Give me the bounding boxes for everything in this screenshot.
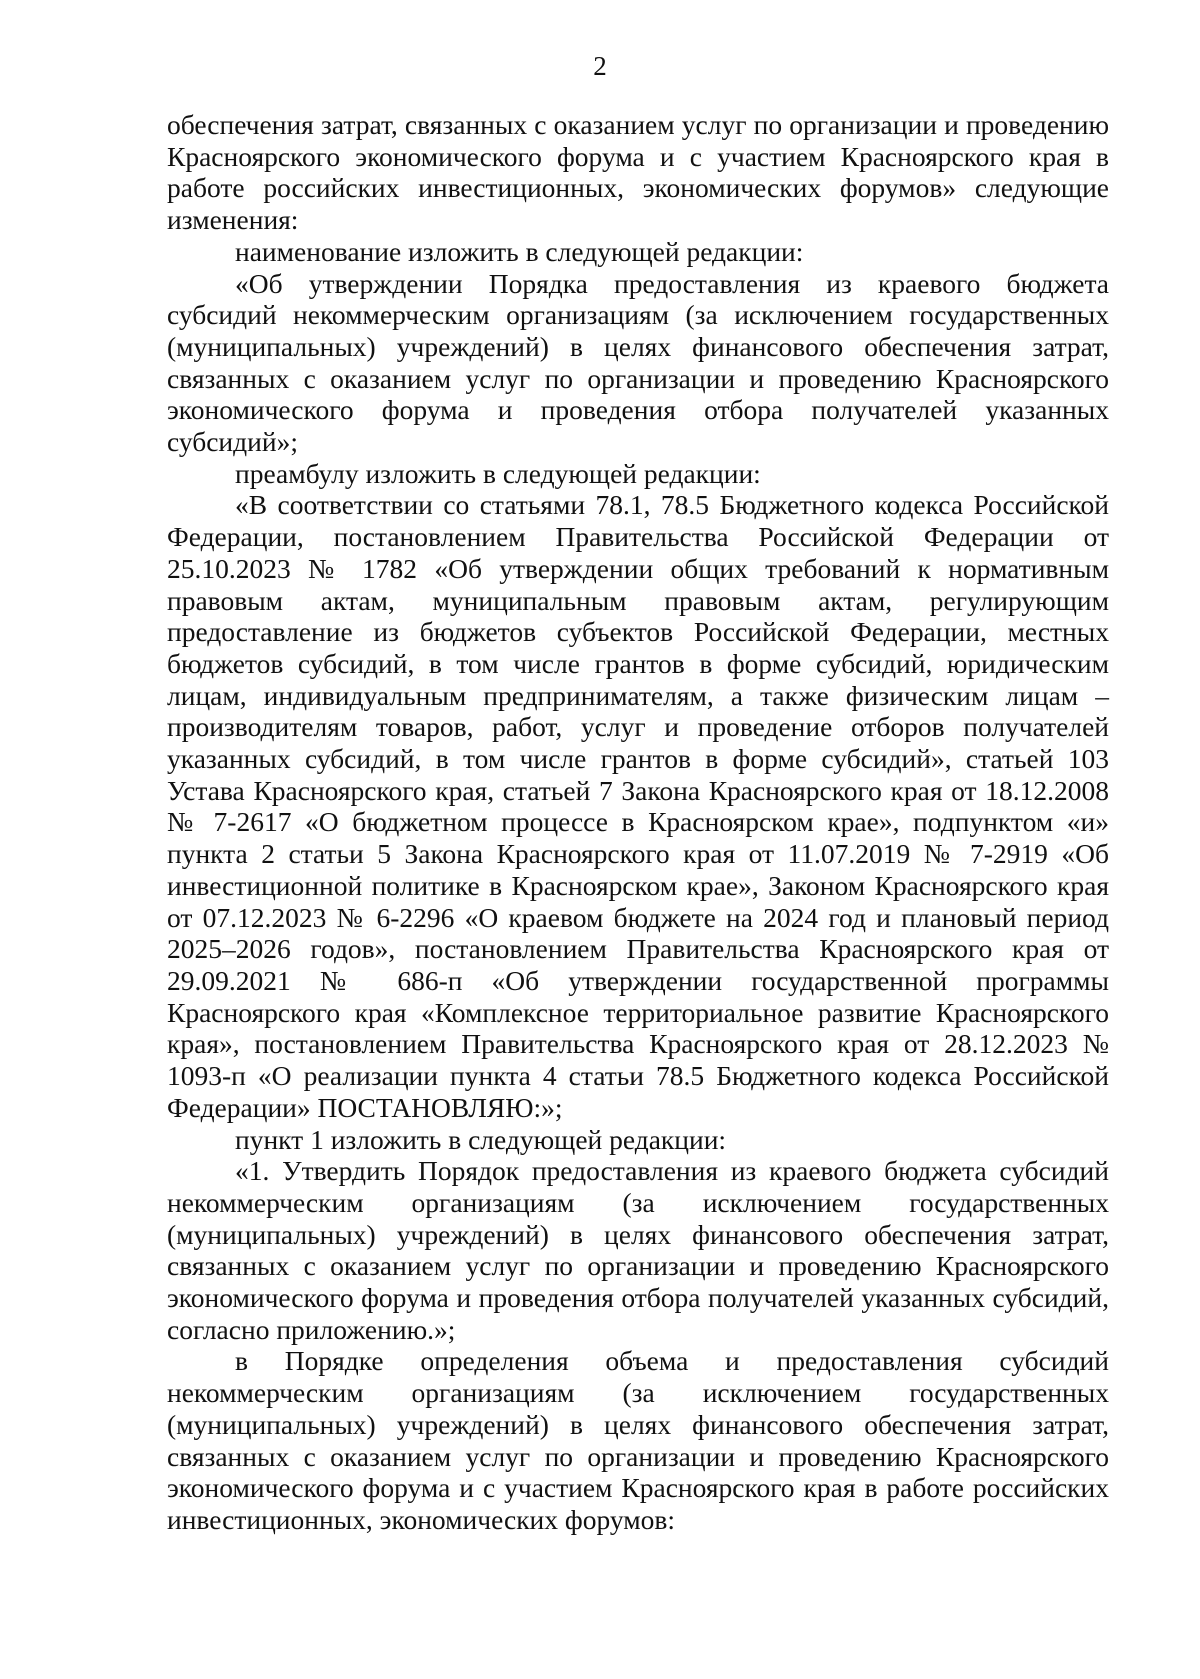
paragraph-new-point1: «1. Утвердить Порядок предоставления из краевого бюджета субсидий некоммерческим организациям (за исключением государственных (муниципальных) учреждений) в целях финансового обеспечения затрат, связанных с оказанием услуг по организации и проведению Красноярского экономического форума и проведения отбора получателей указанных субсидий, согласно приложению.»; xyxy=(167,1155,1109,1345)
paragraph-continuation: обеспечения затрат, связанных с оказанием услуг по организации и проведению Красноярского экономического форума и с участием Красноярского края в работе российских инвестиционных, экономических форумов» следующие изменения: xyxy=(167,109,1109,236)
document-body xyxy=(167,109,1109,1536)
paragraph-preamble-change: преамбулу изложить в следующей редакции: xyxy=(235,457,761,489)
paragraph-procedure-changes: в Порядке определения объема и предоставления субсидий некоммерческим организациям (за исключением государственных (муниципальных) учреждений) в целях финансового обеспечения затрат, связанных с оказанием услуг по организации и проведению Красноярского экономического форума и с участием Красноярского края в работе российских инвестиционных, экономических форумов: xyxy=(167,1345,1109,1535)
paragraph-point1-change: пункт 1 изложить в следующей редакции: xyxy=(235,1123,727,1155)
page-number: 2 xyxy=(593,51,607,81)
paragraph-title-change: наименование изложить в следующей редакции: xyxy=(235,235,804,267)
paragraph-new-title: «Об утверждении Порядка предоставления из краевого бюджета субсидий некоммерческим организациям (за исключением государственных (муниципальных) учреждений) в целях финансового обеспечения затрат, связанных с оказанием услуг по организации и проведению Красноярского экономического форума и проведения отбора получателей указанных субсидий»; xyxy=(167,267,1109,458)
paragraph-new-preamble: «В соответствии со статьями 78.1, 78.5 Бюджетного кодекса Российской Федерации, постановлением Правительства Российской Федерации от 25.10.2023 № 1782 «Об утверждении общих требований к нормативным правовым актам, муниципальным правовым актам, регулирующим предоставление из бюджетов субъектов Российской Федерации, местных бюджетов субсидий, в том числе грантов в форме субсидий, юридическим лицам, индивидуальным предпринимателям, а также физическим лицам – производителям товаров, работ, услуг и проведение отборов получателей указанных субсидий, в том числе грантов в форме субсидий», статьей 103 Устава Красноярского края, статьей 7 Закона Красноярского края от 18.12.2008 № 7-2617 «О бюджетном процессе в Красноярском крае», подпунктом «и» пункта 2 статьи 5 Закона Красноярского края от 11.07.2019 № 7-2919 «Об инвестиционной политике в Красноярском крае», Законом Красноярского края от 07.12.2023 № 6-2296 «О краевом бюджете на 2024 год и плановый период 2025–2026 годов», постановлением Правительства Красноярского края от 29.09.2021 № 686-п «Об утверждении государственной программы Красноярского края «Комплексное территориальное развитие Красноярского края», постановлением Правительства Красноярского края от 28.12.2023 № 1093-п «О реализации пункта 4 статьи 78.5 Бюджетного кодекса Российской Федерации» ПОСТАНОВЛЯЮ:»; xyxy=(167,489,1109,1123)
